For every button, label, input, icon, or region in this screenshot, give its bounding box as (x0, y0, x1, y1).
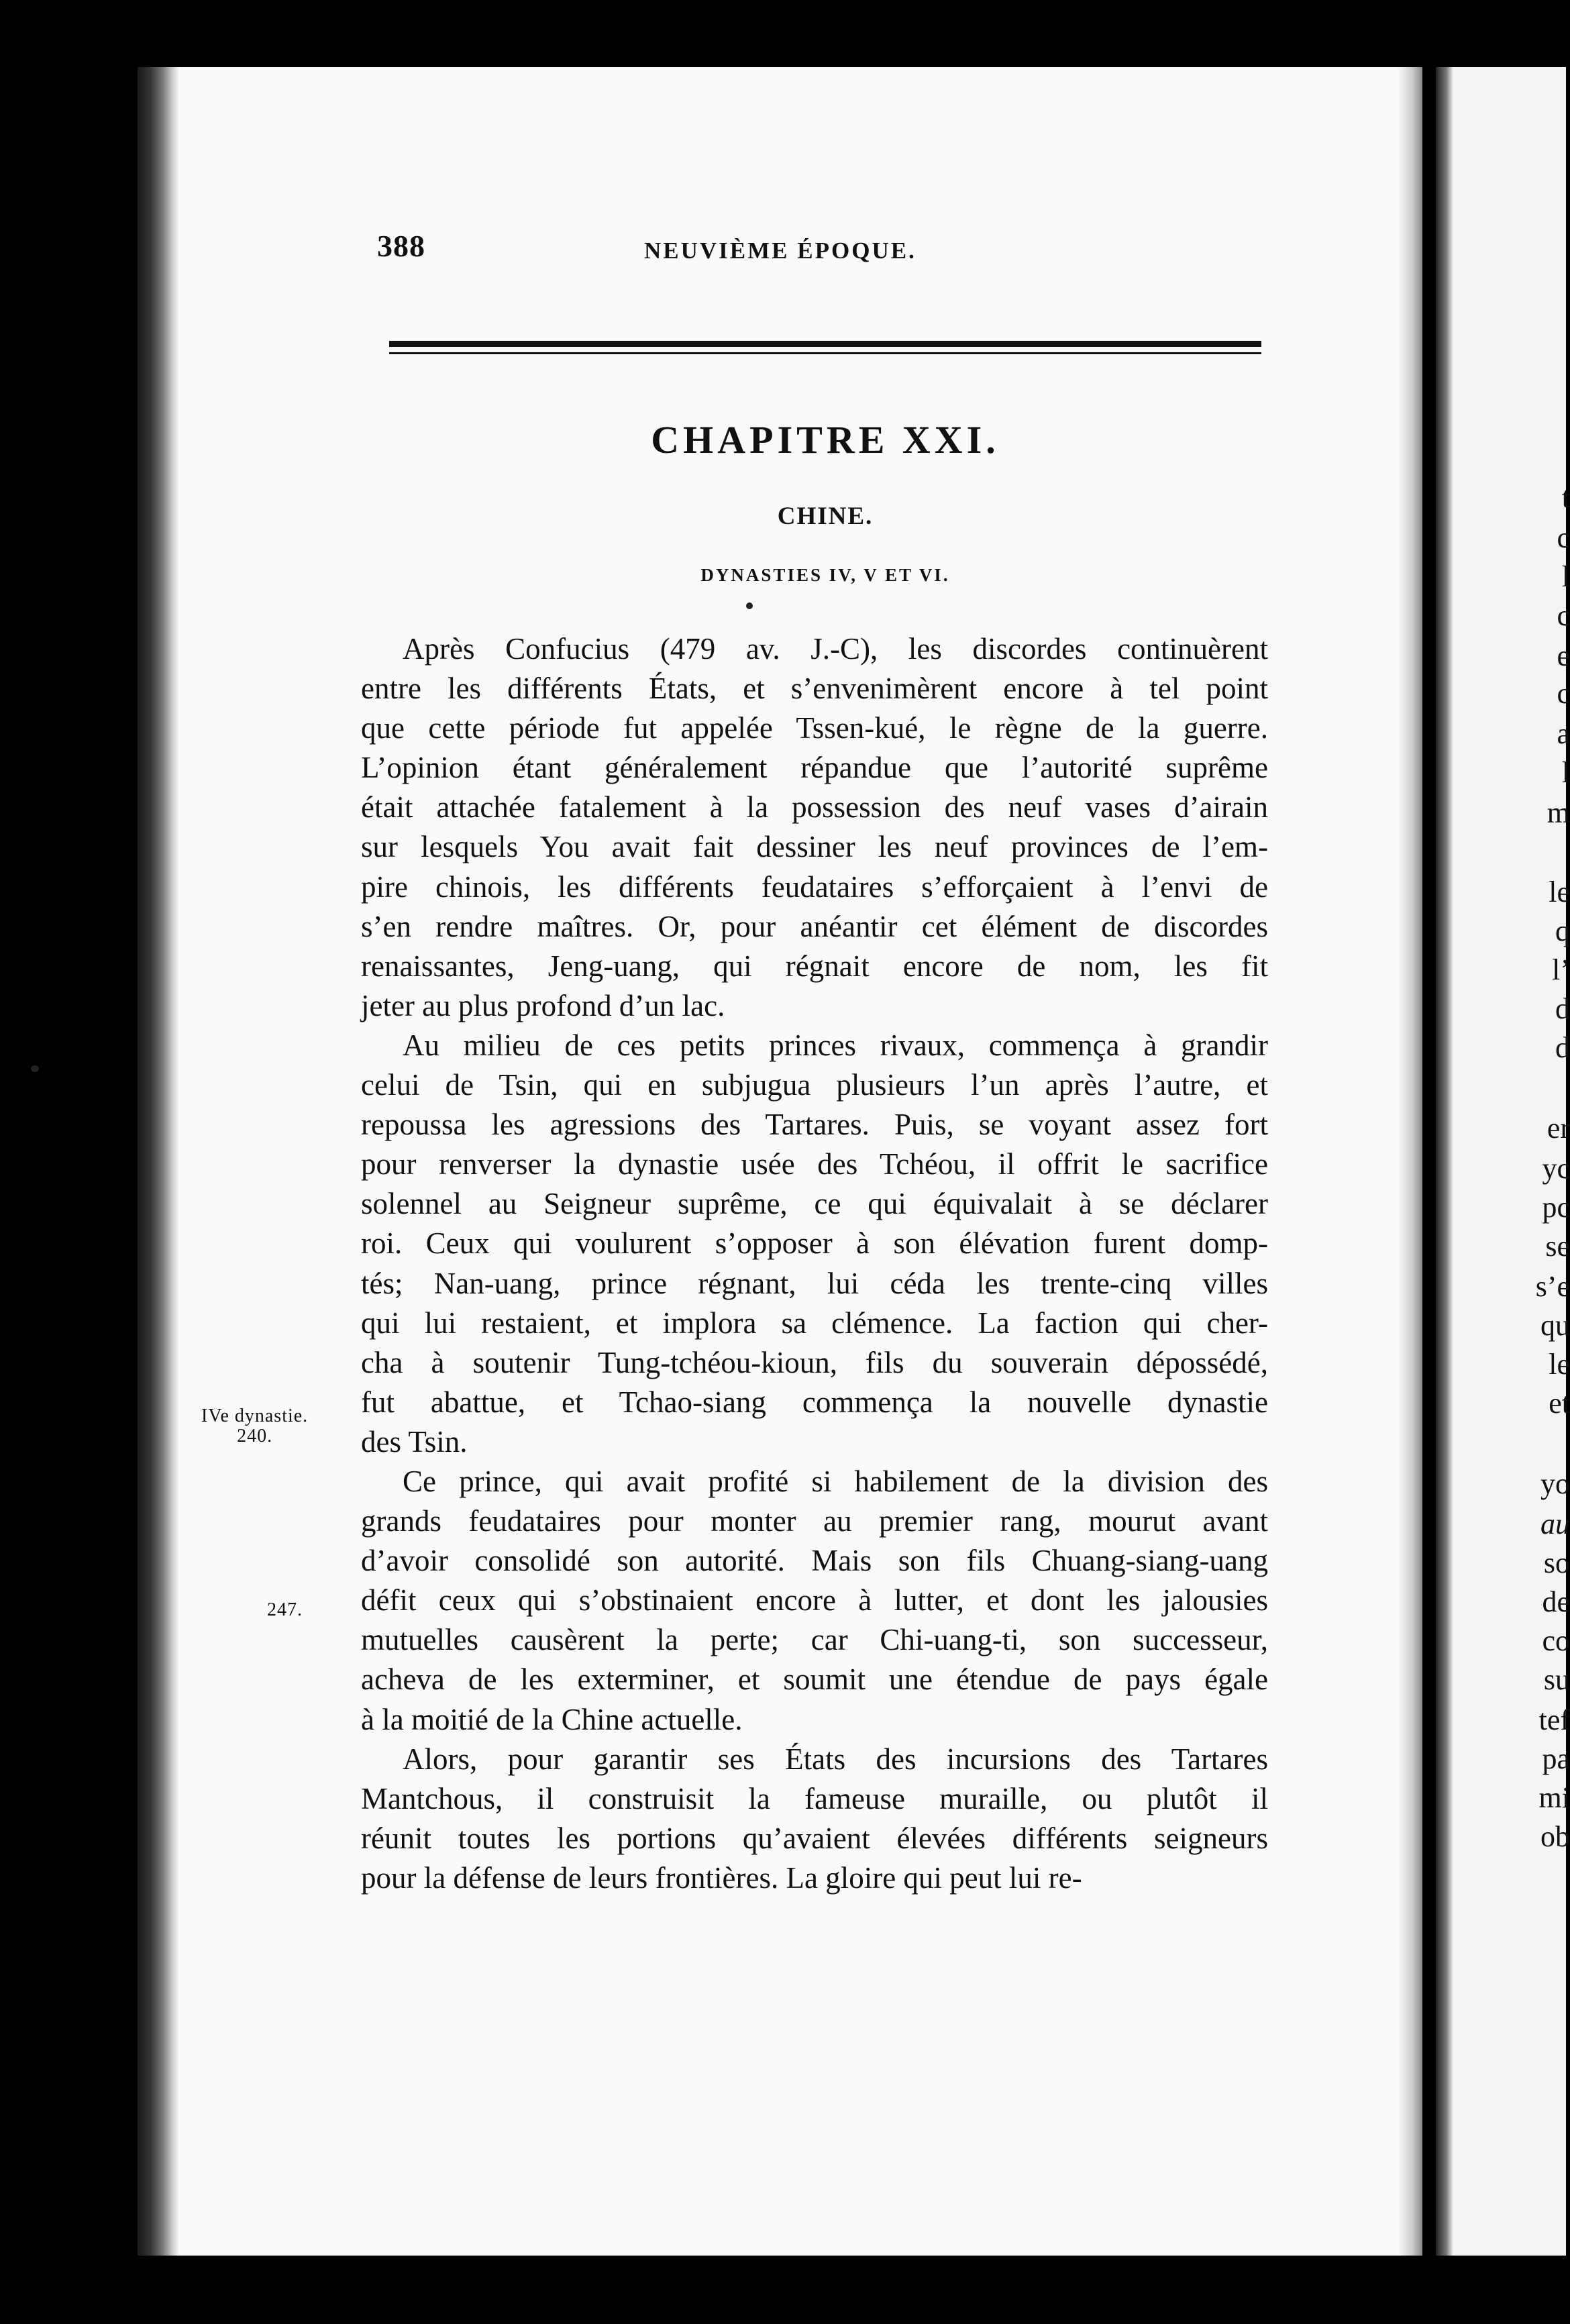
adjacent-page-text: c (1557, 521, 1570, 554)
text-line: solennel au Seigneur suprême, ce qui équivalait à se déclarer (361, 1187, 1268, 1221)
adjacent-page-text: d (1555, 992, 1570, 1025)
text-line: entre les différents États, et s’envenimèrent encore à tel point (361, 672, 1268, 706)
adjacent-page-text: m (1547, 796, 1570, 829)
adjacent-page-text: c (1557, 677, 1570, 710)
text-line: réunit toutes les portions qu’avaient élevées différents seigneurs (361, 1821, 1268, 1855)
text-line: que cette période fut appelée Tssen-kué, le règne de la guerre. (361, 711, 1268, 745)
text-line: Au milieu de ces petits princes rivaux, commença à grandir (403, 1028, 1268, 1062)
chapter-subject: CHINE. (777, 503, 874, 530)
text-line: Après Confucius (479 av. J.-C), les discordes continuèrent (403, 632, 1268, 666)
text-line: qui lui restaient, et implora sa clémence. La faction qui cher- (361, 1306, 1268, 1340)
text-line: renaissantes, Jeng-uang, qui régnait encore de nom, les fit (361, 949, 1268, 983)
body-text (361, 629, 1268, 1898)
text-line: tés; Nan-uang, prince régnant, lui céda les trente-cinq villes (361, 1266, 1268, 1300)
adjacent-page-text: l (1561, 756, 1570, 789)
text-line: Alors, pour garantir ses États des incursions des Tartares (403, 1742, 1268, 1776)
header-rule-thick (389, 341, 1261, 347)
text-line: cha à soutenir Tung-tchéou-kioun, fils du souverain dépossédé, (361, 1345, 1268, 1379)
adjacent-page-text: mi (1538, 1781, 1570, 1814)
adjacent-page-text: au (1540, 1508, 1570, 1540)
text-line: était attachée fatalement à la possession des neuf vases d’airain (361, 790, 1268, 825)
scan-speck (31, 1065, 39, 1072)
text-line: sur lesquels You avait fait dessiner les neuf provinces de l’em- (361, 830, 1268, 864)
header-rule-thin (389, 352, 1261, 354)
adjacent-page-text: pc (1542, 1191, 1570, 1224)
adjacent-page-text: de (1542, 1585, 1570, 1618)
adjacent-page-text: l (1561, 560, 1570, 593)
adjacent-page-text: ob (1540, 1820, 1570, 1853)
adjacent-page-text: s’e (1535, 1270, 1570, 1303)
adjacent-page-text: q (1555, 914, 1570, 947)
adjacent-page-text: er (1547, 1112, 1570, 1145)
adjacent-page-text: yc (1542, 1152, 1570, 1185)
adjacent-page-text: le (1549, 876, 1570, 908)
adjacent-page-text: pa (1542, 1742, 1570, 1775)
chapter-subheading: DYNASTIES IV, V ET VI. (700, 565, 950, 585)
adjacent-page-text: so (1543, 1546, 1570, 1579)
margin-note-dynasty-label: IVe dynastie. (201, 1406, 309, 1426)
text-line: pire chinois, les différents feudataires s’efforçaient à l’envi de (361, 869, 1268, 904)
text-line: roi. Ceux qui voulurent s’opposer à son élévation furent domp- (361, 1226, 1268, 1261)
page-fold-shadow (1398, 67, 1422, 2256)
text-line: mutuelles causèrent la perte; car Chi-uang-ti, son successeur, (361, 1623, 1268, 1657)
binding-gutter (138, 67, 179, 2256)
text-line: jeter au plus profond d’un lac. (361, 988, 725, 1022)
text-line: Ce prince, qui avait profité si habilement de la division des (403, 1464, 1268, 1498)
page-number: 388 (377, 229, 425, 263)
adjacent-page-text: su (1543, 1663, 1570, 1696)
adjacent-page-strip (1436, 67, 1570, 2256)
adjacent-page-text: yo (1540, 1467, 1570, 1500)
text-line: acheva de les exterminer, et soumit une étendue de pays égale (361, 1662, 1268, 1697)
adjacent-page-text: co (1542, 1624, 1570, 1657)
text-line: grands feudataires pour monter au premier rang, mourut avant (361, 1504, 1268, 1538)
adjacent-page-text: l’ (1552, 953, 1570, 986)
text-line: défit ceux qui s’obstinaient encore à lutter, et dont les jalousies (361, 1583, 1268, 1618)
adjacent-page-text: le (1549, 1348, 1570, 1381)
margin-note-dynasty (201, 1406, 308, 1446)
margin-note-dynasty-year: 240. (237, 1426, 273, 1446)
text-line: celui de Tsin, qui en subjugua plusieurs l’un après l’autre, et (361, 1068, 1268, 1102)
text-line: d’avoir consolidé son autorité. Mais son fils Chuang-siang-uang (361, 1544, 1268, 1578)
adjacent-page-text: e (1557, 639, 1570, 672)
adjacent-page-text: d (1555, 1031, 1570, 1064)
adjacent-page-text: et (1549, 1387, 1570, 1420)
adjacent-page-text: tef (1538, 1703, 1570, 1736)
adjacent-page-text: a (1557, 717, 1570, 750)
adjacent-page-text: se (1545, 1230, 1570, 1263)
text-line: repoussa les agressions des Tartares. Puis, se voyant assez fort (361, 1108, 1268, 1142)
chapter-title: CHAPITRE XXI. (651, 418, 1000, 462)
adjacent-page-text: qu (1540, 1309, 1570, 1342)
adjacent-page-text: c (1557, 599, 1570, 632)
scan-speck (746, 602, 753, 609)
text-line: à la moitié de la Chine actuelle. (361, 1702, 743, 1736)
text-line: pour la défense de leurs frontières. La gloire qui peut lui re- (361, 1860, 1082, 1895)
text-line: s’en rendre maîtres. Or, pour anéantir cet élément de discordes (361, 909, 1268, 943)
text-line: fut abattue, et Tchao-siang commença la nouvelle dynastie (361, 1385, 1268, 1419)
text-line: pour renverser la dynastie usée des Tchéou, il offrit le sacrifice (361, 1147, 1268, 1181)
running-title: NEUVIÈME ÉPOQUE. (644, 237, 917, 264)
adjacent-page-text: t (1561, 481, 1570, 514)
text-line: Mantchous, il construisit la fameuse muraille, ou plutôt il (361, 1781, 1268, 1815)
text-line: L’opinion étant généralement répandue que l’autorité suprême (361, 751, 1268, 785)
margin-note-year: 247. (267, 1599, 303, 1620)
page-edge-shadow (1436, 67, 1453, 2256)
text-line: des Tsin. (361, 1424, 468, 1459)
